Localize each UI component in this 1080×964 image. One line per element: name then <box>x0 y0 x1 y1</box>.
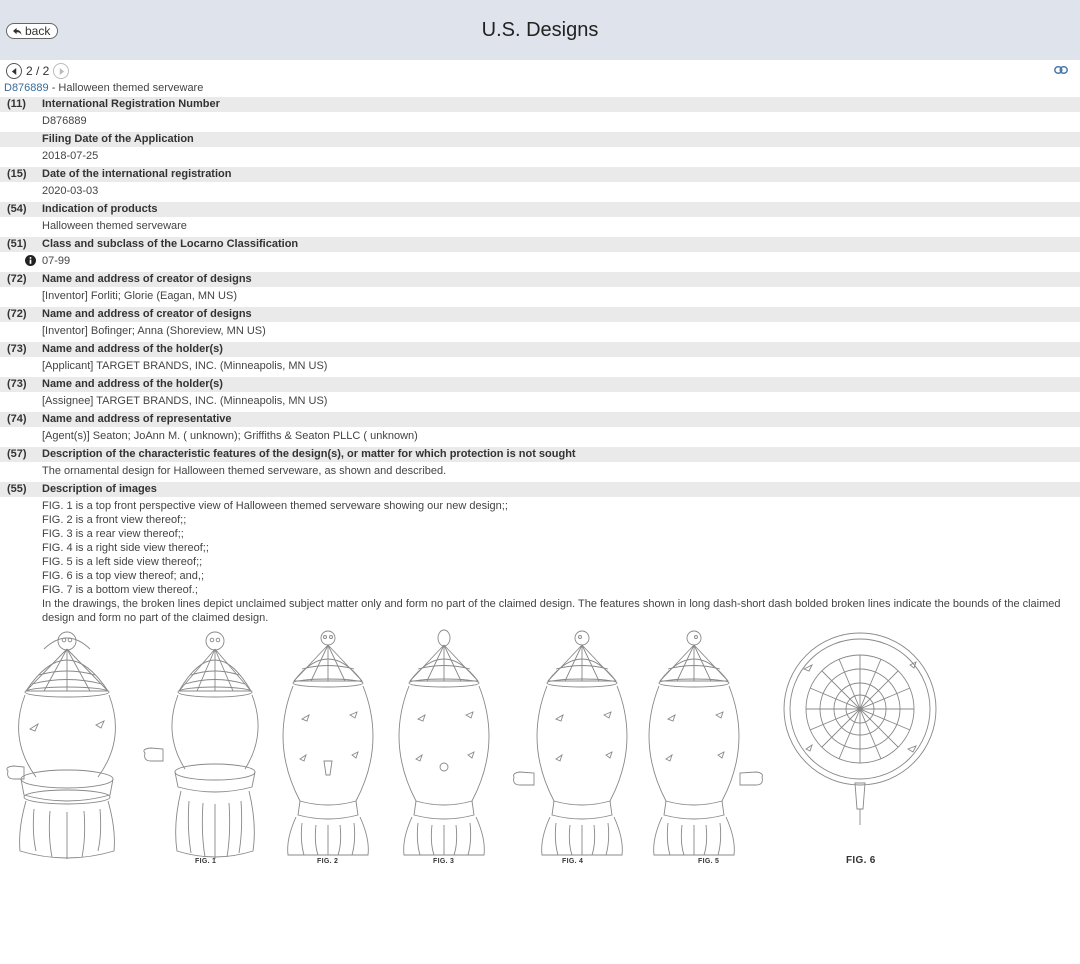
field-creator <box>0 307 1080 338</box>
field-value: 2018-07-25 <box>42 150 99 162</box>
field-label: International Registration Number <box>42 98 220 110</box>
image-description-line: FIG. 5 is a left side view thereof;; <box>42 556 203 568</box>
figure-1-detail-drawing[interactable] <box>143 629 269 861</box>
page-title: U.S. Designs <box>481 18 599 41</box>
inid-code: (55) <box>7 483 27 495</box>
field-value: Halloween themed serveware <box>42 220 187 232</box>
document-title-line <box>0 80 1080 97</box>
image-description-line: FIG. 7 is a bottom view thereof.; <box>42 584 198 596</box>
back-arrow-icon <box>13 27 22 36</box>
field-value <box>0 252 1080 268</box>
field-description-of-images <box>0 482 1080 625</box>
field-registration-date <box>0 167 1080 198</box>
inid-code: (54) <box>7 203 27 215</box>
figure-6-drawing[interactable] <box>780 631 940 831</box>
figure-1-drawing[interactable] <box>4 629 130 861</box>
image-description-line: FIG. 6 is a top view thereof; and,; <box>42 570 205 582</box>
document-number-link[interactable]: D876889 <box>4 82 49 94</box>
design-drawings <box>0 629 1080 869</box>
previous-button[interactable] <box>6 63 22 79</box>
image-description-line: FIG. 1 is a top front perspective view of Halloween themed serveware showing our new design;; <box>42 500 508 512</box>
field-label: Name and address of creator of designs <box>42 273 252 285</box>
field-header <box>0 237 1080 252</box>
field-header <box>0 412 1080 427</box>
field-filing-date <box>0 132 1080 163</box>
back-button-label: back <box>25 24 51 38</box>
field-holder <box>0 377 1080 408</box>
figure-3-drawing[interactable] <box>388 629 500 861</box>
inid-code: (15) <box>7 168 27 180</box>
figure-2-drawing[interactable] <box>272 629 384 861</box>
field-representative <box>0 412 1080 443</box>
triangle-left-icon <box>11 68 18 75</box>
figure-5-drawing[interactable] <box>640 629 764 861</box>
field-holder <box>0 342 1080 373</box>
figure-1-label: FIG. 1 <box>195 858 217 865</box>
field-label: Description of the characteristic features of the design(s), or matter for which protection is not sought <box>42 448 576 460</box>
field-indication-of-products <box>0 202 1080 233</box>
image-description-line: In the drawings, the broken lines depict unclaimed subject matter only and form no part of the claimed design. The features shown in long dash-short dash bolded broken lines indicate the bounds of the claimed design and form no part of the claimed design. <box>42 598 1061 624</box>
field-header <box>0 132 1080 147</box>
figure-5-label: FIG. 5 <box>698 858 720 865</box>
field-header <box>0 272 1080 287</box>
field-characteristic-features <box>0 447 1080 478</box>
page-count: 2 / 2 <box>26 64 50 78</box>
image-description-line: FIG. 3 is a rear view thereof;; <box>42 528 184 540</box>
info-icon[interactable] <box>25 255 36 266</box>
field-value: 2020-03-03 <box>42 185 99 197</box>
field-value: [Assignee] TARGET BRANDS, INC. (Minneapolis, MN US) <box>42 395 328 407</box>
field-header <box>0 167 1080 182</box>
inid-code: (73) <box>7 378 27 390</box>
page-header <box>0 0 1080 60</box>
field-header <box>0 202 1080 217</box>
permalink-icon[interactable] <box>1054 66 1068 74</box>
locarno-class-value: 07-99 <box>42 255 71 267</box>
figure-6-label: FIG. 6 <box>846 855 876 866</box>
field-value: The ornamental design for Halloween themed serveware, as shown and described. <box>42 465 447 477</box>
back-button[interactable] <box>6 23 58 39</box>
field-header <box>0 342 1080 357</box>
field-label: Filing Date of the Application <box>42 133 194 145</box>
field-header <box>0 377 1080 392</box>
field-value: [Agent(s)] Seaton; JoAnn M. ( unknown); Griffiths & Seaton PLLC ( unknown) <box>42 430 418 442</box>
field-value: [Inventor] Bofinger; Anna (Shoreview, MN US) <box>42 325 266 337</box>
field-locarno-class <box>0 237 1080 268</box>
image-description-line: FIG. 2 is a front view thereof;; <box>42 514 187 526</box>
triangle-right-icon <box>58 68 65 75</box>
field-header <box>0 97 1080 112</box>
field-label: Name and address of creator of designs <box>42 308 252 320</box>
field-label: Name and address of the holder(s) <box>42 343 223 355</box>
field-value: [Inventor] Forliti; Glorie (Eagan, MN US) <box>42 290 238 302</box>
inid-code: (57) <box>7 448 27 460</box>
field-label: Name and address of representative <box>42 413 232 425</box>
field-label: Name and address of the holder(s) <box>42 378 223 390</box>
field-label: Date of the international registration <box>42 168 232 180</box>
inid-code: (51) <box>7 238 27 250</box>
figure-3-label: FIG. 3 <box>433 858 455 865</box>
inid-code: (11) <box>7 98 26 110</box>
field-value: D876889 <box>42 115 87 127</box>
inid-code: (72) <box>7 308 27 320</box>
images-description <box>0 497 1080 625</box>
figure-4-drawing[interactable] <box>512 629 640 861</box>
field-header <box>0 482 1080 497</box>
inid-code: (73) <box>7 343 27 355</box>
field-creator <box>0 272 1080 303</box>
figure-4-label: FIG. 4 <box>562 858 584 865</box>
bibliographic-fields <box>0 97 1080 625</box>
field-label: Class and subclass of the Locarno Classification <box>42 238 299 250</box>
inid-code: (72) <box>7 273 27 285</box>
field-value: [Applicant] TARGET BRANDS, INC. (Minneapolis, MN US) <box>42 360 328 372</box>
field-label: Indication of products <box>42 203 158 215</box>
pager <box>0 60 1080 80</box>
document-title: - Halloween themed serveware <box>48 82 204 94</box>
field-registration-number <box>0 97 1080 128</box>
field-header <box>0 447 1080 462</box>
figure-2-label: FIG. 2 <box>317 858 339 865</box>
field-label: Description of images <box>42 483 157 495</box>
next-button[interactable] <box>53 63 69 79</box>
image-description-line: FIG. 4 is a right side view thereof;; <box>42 542 209 554</box>
inid-code: (74) <box>7 413 27 425</box>
field-header <box>0 307 1080 322</box>
